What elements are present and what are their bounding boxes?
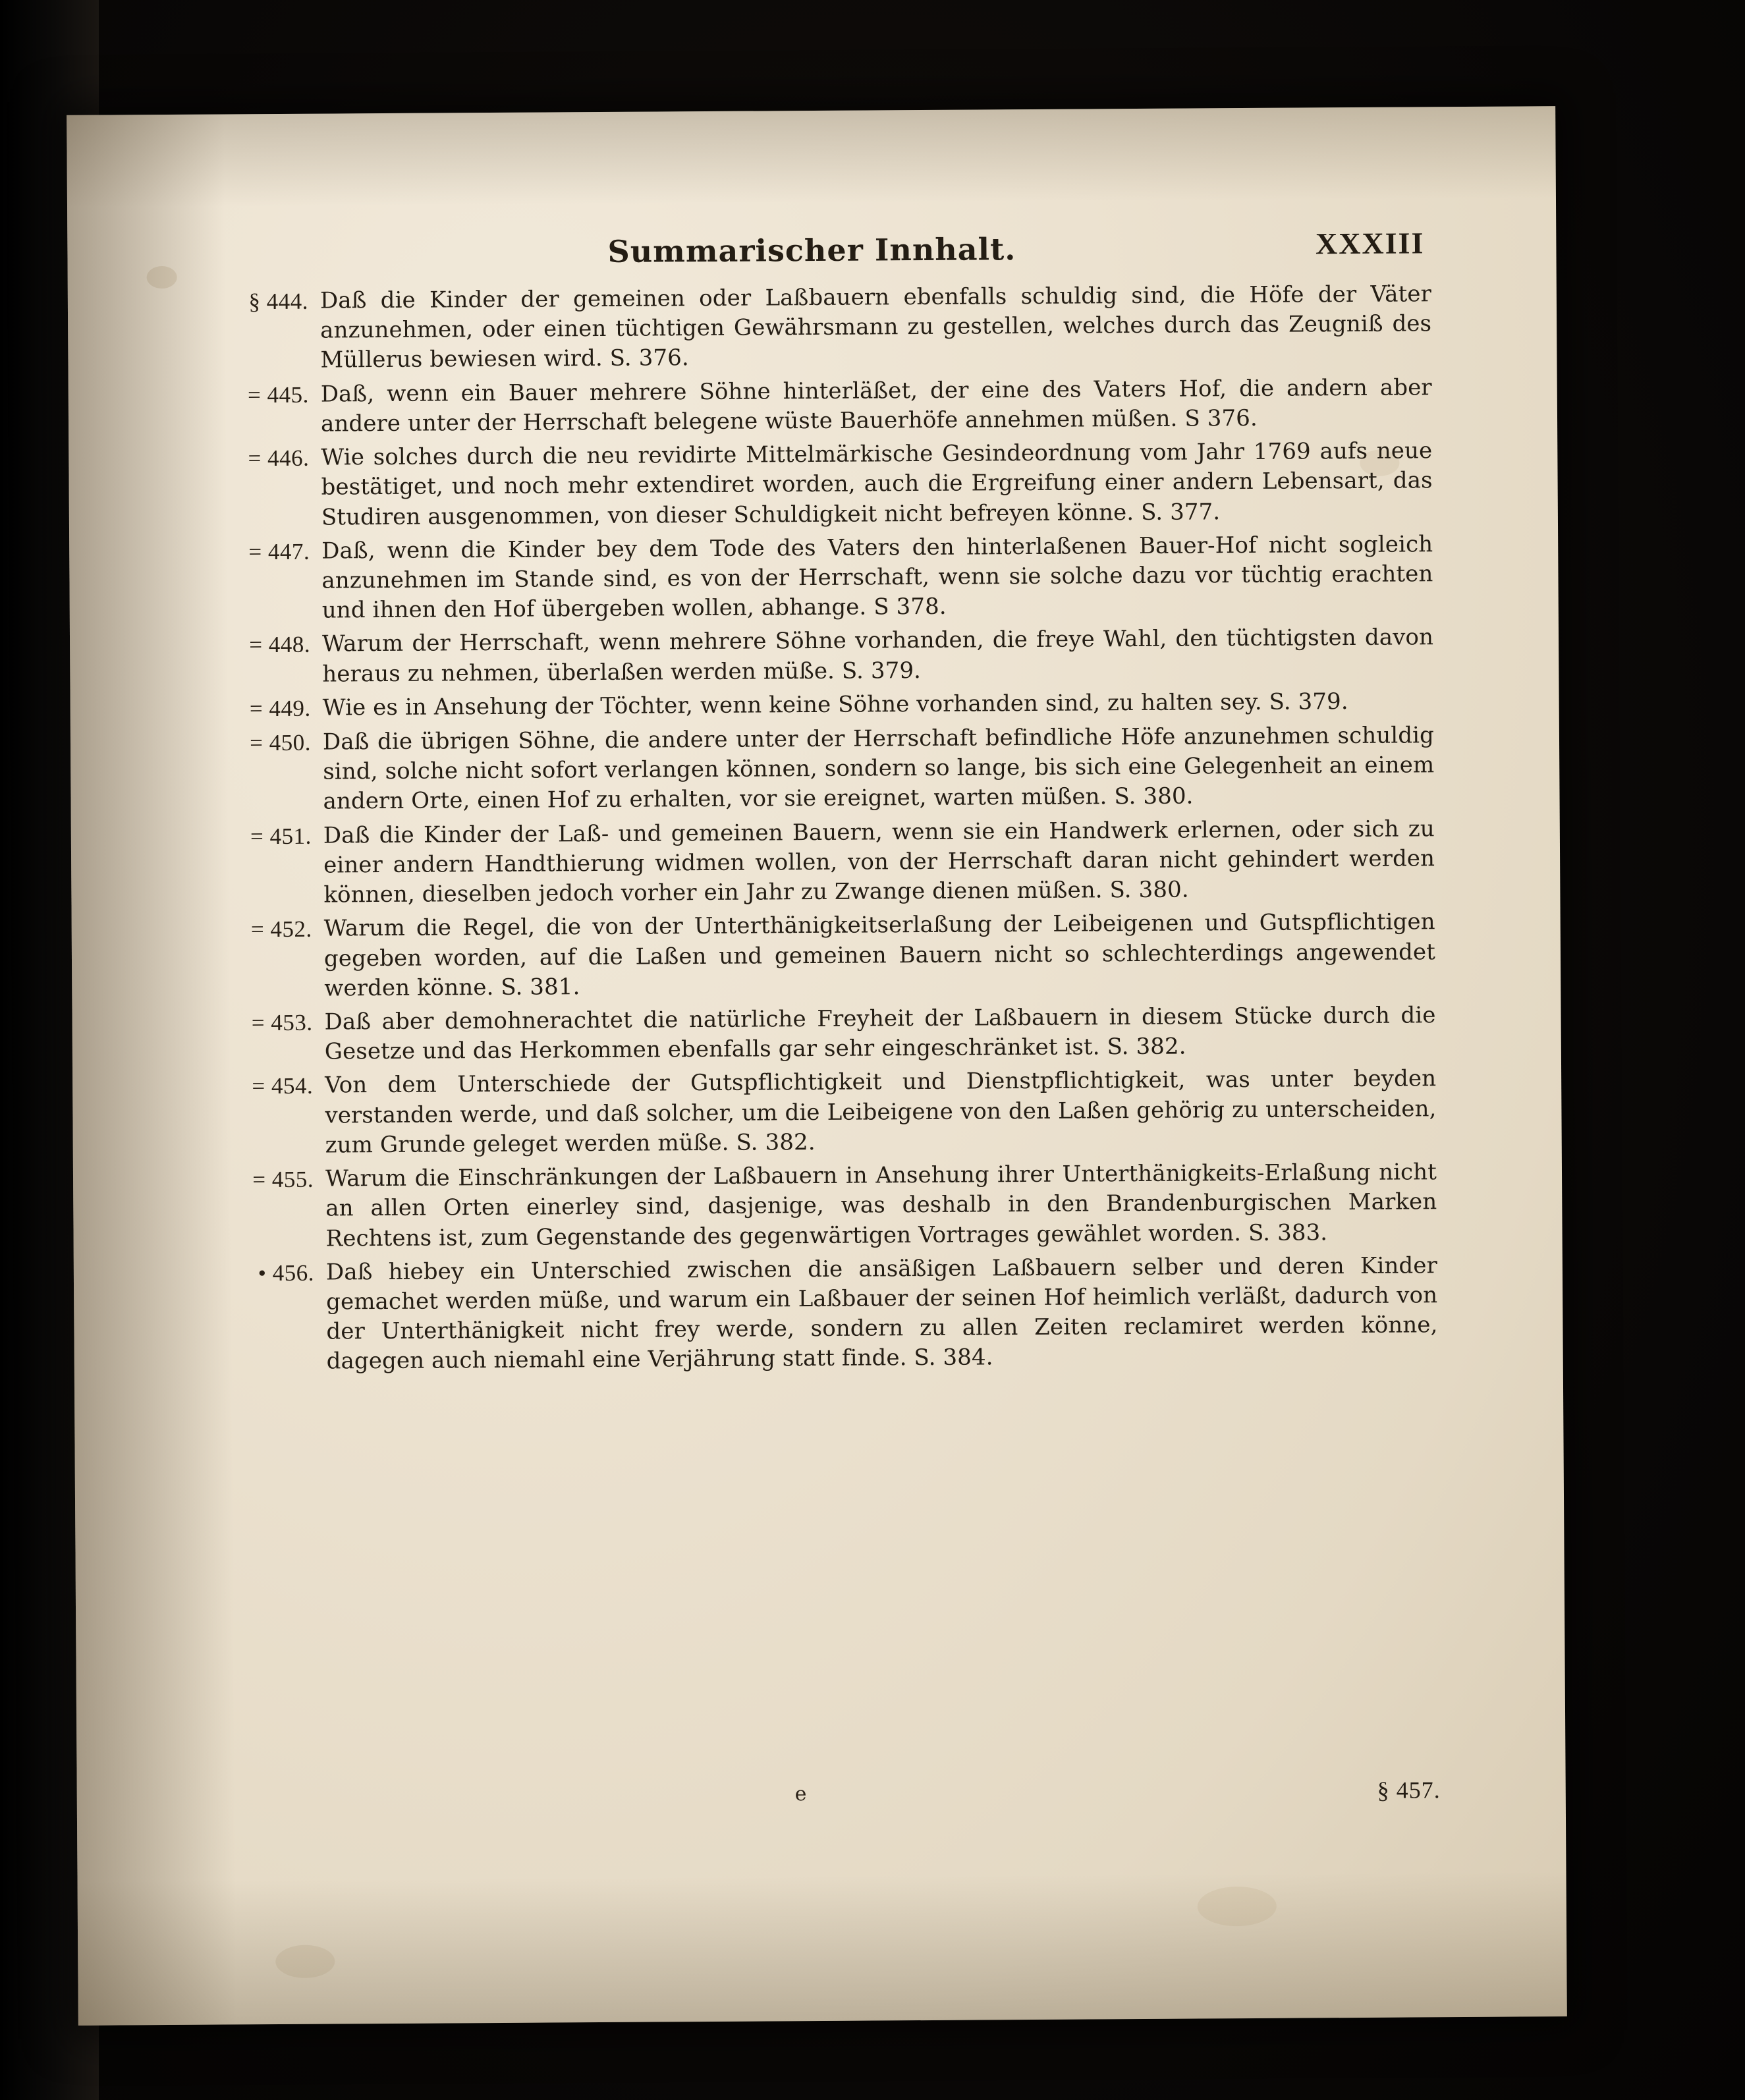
entry-number: § 444. bbox=[248, 288, 309, 315]
entry-text: Von dem Unterschiede der Gutspflichtigkeit und Dienstpflichtigkeit, was unter beyden verstanden werde, und daß solcher, um die Leibeigene von den Laßen gehörig zu unterscheiden, zum Grunde geleget werden müße. S. 382. bbox=[325, 1065, 1437, 1159]
list-item bbox=[194, 530, 1433, 626]
list-item bbox=[194, 436, 1433, 533]
entry-number: = 452. bbox=[250, 916, 312, 943]
signature-mark: e bbox=[794, 1782, 807, 1806]
entry-text: Daß die Kinder der gemeinen oder Laßbauern ebenfalls schuldig sind, die Höfe der Väter anzunehmen, oder einen tüchtigen Gewährsmann zu gestellen, welches durch das Zeugniß des Müllerus bewiesen wird. S. 376. bbox=[319, 281, 1432, 374]
entry-text: Wie solches durch die neu revidirte Mittelmärkische Gesindeordnung vom Jahr 1769 aufs neue bestätiget, und noch mehr extendiret worden, auch die Ergreifung einer andern Lebensart, das Studiren ausgenommen, von dieser Schuldigkeit nicht befreyen könne. S. 377. bbox=[321, 437, 1433, 531]
entry-number: = 455. bbox=[252, 1166, 314, 1193]
list-item bbox=[197, 908, 1436, 1005]
list-item bbox=[194, 373, 1433, 440]
list-item bbox=[196, 814, 1435, 911]
entry-text: Warum die Einschränkungen der Laßbauern in Ansehung ihrer Unterthänigkeits-Erlaßung nicht an allen Orten einerley sind, dasjenige, was deshalb in den Brandenburgischen Marken Rechtens ist, zum Gegenstande des gegenwärtigen Vortrages gewählet worden. S. 383. bbox=[325, 1159, 1437, 1252]
page-title: Summarischer Innhalt. bbox=[607, 231, 1016, 269]
paper-foxing-4 bbox=[1198, 1887, 1277, 1927]
list-item bbox=[198, 1157, 1437, 1254]
list-item bbox=[198, 1064, 1437, 1161]
entry-text: Daß hiebey ein Unterschied zwischen die ansäßigen Laßbauern selber und deren Kinder gemachet werden müße, und warum ein Laßbauer der seinen Hof heimlich verläßt, dadurch von der Unterthänigkeit nicht frey werde, sondern zu allen Zeiten reclamiret werden könne, dagegen auch niemahl eine Verjährung statt finde. S. 384. bbox=[325, 1252, 1438, 1375]
entry-text: Warum der Herrschaft, wenn mehrere Söhne vorhanden, die freye Wahl, den tüchtigsten davon heraus zu nehmen, überlaßen werden müße. S. 379. bbox=[321, 624, 1434, 688]
paper-foxing-3 bbox=[275, 1945, 335, 1978]
entry-text: Daß, wenn die Kinder bey dem Tode des Vaters den hinterlaßenen Bauer-Hof nicht sogleich anzunehmen im Stande sind, es von der Herrschaft, wenn sie solche dazu vor tüchtig erachten und ihnen den Hof übergeben wollen, abhange. S 378. bbox=[321, 531, 1433, 624]
list-item bbox=[196, 686, 1434, 725]
entry-number: = 445. bbox=[247, 381, 309, 408]
bottom-shading bbox=[78, 1871, 1567, 2026]
folio-number: XXXIII bbox=[1315, 226, 1425, 261]
list-item bbox=[193, 279, 1432, 376]
entry-text: Daß aber demohnerachtet die natürliche Freyheit der Laßbauern in diesem Stücke durch die Gesetze und das Herkommen ebenfalls gar sehr eingeschränket ist. S. 382. bbox=[324, 1002, 1436, 1065]
entry-text: Daß, wenn ein Bauer mehrere Söhne hinterläßet, der eine des Vaters Hof, die andern aber andere unter der Herrschaft belegene wüste Bauerhöfe annehmen müßen. S 376. bbox=[320, 373, 1432, 437]
entry-number: = 454. bbox=[252, 1073, 314, 1099]
entry-number: = 446. bbox=[248, 445, 310, 472]
entry-text: Daß die Kinder der Laß- und gemeinen Bauern, wenn sie ein Handwerk erlernen, oder sich zu einer andern Handthierung widmen wollen, von der Herrschaft daran nicht gehindert werden können, dieselben jedoch vorher ein Jahr zu Zwange dienen müßen. S. 380. bbox=[323, 815, 1435, 908]
entry-number: = 449. bbox=[249, 695, 311, 722]
catchword: § 457. bbox=[1377, 1777, 1441, 1804]
list-item bbox=[199, 1251, 1438, 1377]
entry-number: • 456. bbox=[258, 1259, 315, 1286]
summary-entry-list bbox=[193, 279, 1438, 1381]
top-shading bbox=[67, 106, 1556, 207]
book-page bbox=[67, 106, 1567, 2026]
page-footer bbox=[77, 1777, 1566, 1806]
entry-number: = 453. bbox=[251, 1009, 313, 1036]
list-item bbox=[195, 623, 1434, 690]
entry-text: Daß die übrigen Söhne, die andere unter der Herrschaft befindliche Höfe anzunehmen schuldig sind, solche nicht sofort verlangen können, sondern so lange, bis sich eine Gelegenheit an einem andern Orte, einen Hof zu erhalten, vor sie ereignet, warten müßen. S. 380. bbox=[322, 722, 1435, 815]
entry-number: = 448. bbox=[249, 632, 311, 658]
entry-text: Wie es in Ansehung der Töchter, wenn keine Söhne vorhanden sind, zu halten sey. S. 379. bbox=[322, 688, 1348, 721]
list-item bbox=[197, 1001, 1436, 1068]
entry-number: = 447. bbox=[248, 538, 310, 565]
entry-text: Warum die Regel, die von der Unterthänigkeitserlaßung der Leibeigenen und Gutspflichtigen gegeben worden, auf die Laßen und gemeinen Bauern nicht so schlechterdings angewendet werden könne. S. 381. bbox=[323, 908, 1436, 1002]
entry-number: = 451. bbox=[250, 823, 312, 849]
entry-number: = 450. bbox=[250, 729, 312, 756]
list-item bbox=[196, 721, 1435, 817]
